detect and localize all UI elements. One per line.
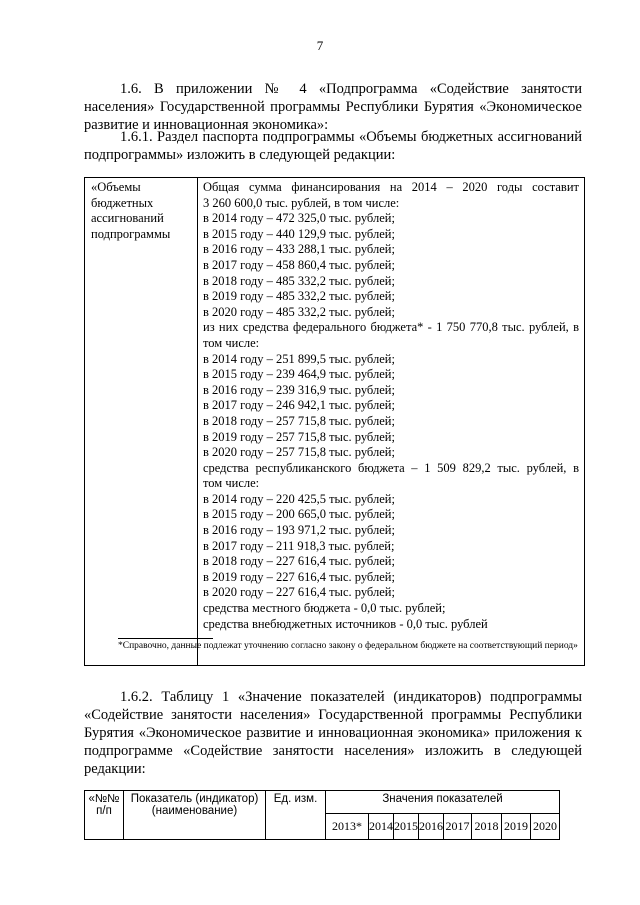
republic-year-line: в 2017 году – 211 918,3 тыс. рублей; xyxy=(203,538,395,553)
federal-year-line: в 2017 году – 246 942,1 тыс. рублей; xyxy=(203,398,395,413)
col-header-values: Значения показателей xyxy=(326,791,560,814)
republic-funding-line: том числе: xyxy=(203,476,260,491)
federal-year-line: в 2014 году – 251 899,5 тыс. рублей; xyxy=(203,351,395,366)
local-budget-line: средства местного бюджета - 0,0 тыс. рублей; xyxy=(203,601,446,616)
republic-year-line: в 2016 году – 193 971,2 тыс. рублей; xyxy=(203,523,395,538)
republic-year-line: в 2018 году – 227 616,4 тыс. рублей; xyxy=(203,554,395,569)
republic-funding-line: средства республиканского бюджета – 1 509 829,2 тыс. рублей, в xyxy=(203,460,579,475)
passport-label-line: «Объемы xyxy=(91,180,141,194)
col-header-number: «№№ п/п xyxy=(85,791,124,840)
federal-year-line: в 2019 году – 257 715,8 тыс. рублей; xyxy=(203,429,395,444)
year-header: 2015 xyxy=(394,814,419,840)
passport-value-cell xyxy=(199,178,584,632)
section-1-6-1-paragraph xyxy=(84,128,582,164)
passport-footnote: *Справочно, данные подлежат уточнению согласно закону о федеральном бюджете на соответствующий период» xyxy=(118,641,578,651)
total-year-line: в 2014 году – 472 325,0 тыс. рублей; xyxy=(203,211,395,226)
passport-label-line: бюджетных xyxy=(91,195,154,210)
section-1-6-paragraph xyxy=(84,80,582,134)
year-header: 2020 xyxy=(531,814,560,840)
passport-label-line: ассигнований xyxy=(91,211,164,226)
year-header: 2013* xyxy=(326,814,369,840)
year-header: 2019 xyxy=(502,814,531,840)
total-year-line: в 2018 году – 485 332,2 тыс. рублей; xyxy=(203,273,395,288)
year-header: 2017 xyxy=(444,814,472,840)
year-header: 2016 xyxy=(419,814,444,840)
federal-year-line: в 2020 году – 257 715,8 тыс. рублей; xyxy=(203,445,395,460)
section-1-6-2-paragraph xyxy=(84,688,582,778)
section-1-6-text: 1.6. В приложении № 4 «Подпрограмма «Содействие занятости населения» Государственной программы Республики Бурятия «Экономическое развитие и инновационная экономика»: xyxy=(84,81,582,133)
total-year-line: в 2020 году – 485 332,2 тыс. рублей; xyxy=(203,304,395,319)
indicators-table xyxy=(84,790,560,840)
passport-table xyxy=(84,177,585,666)
passport-label-cell xyxy=(85,178,198,665)
extra-budget-line: средства внебюджетных источников - 0,0 тыс. рублей xyxy=(203,616,488,631)
section-1-6-1-text: 1.6.1. Раздел паспорта подпрограммы «Объемы бюджетных ассигнований подпрограммы» изложить в следующей редакции: xyxy=(84,129,582,163)
total-year-line: в 2019 году – 485 332,2 тыс. рублей; xyxy=(203,289,395,304)
col-header-unit: Ед. изм. xyxy=(266,791,326,840)
federal-year-line: в 2016 году – 239 316,9 тыс. рублей; xyxy=(203,382,395,397)
col-header-indicator: Показатель (индикатор) (наименование) xyxy=(124,791,266,840)
passport-label-line: подпрограммы xyxy=(91,226,171,241)
republic-year-line: в 2015 году – 200 665,0 тыс. рублей; xyxy=(203,507,395,522)
year-header: 2014 xyxy=(369,814,394,840)
total-year-line: в 2017 году – 458 860,4 тыс. рублей; xyxy=(203,257,395,272)
republic-year-line: в 2020 году – 227 616,4 тыс. рублей; xyxy=(203,585,395,600)
section-1-6-2-text: 1.6.2. Таблицу 1 «Значение показателей (индикаторов) подпрограммы «Содействие занятости населения» Государственной программы Республики Бурятия «Экономическое развитие и инновационная экономика» приложения к подпрограмме «Содействие занятости населения» изложить в следующей редакции: xyxy=(84,689,582,777)
page-number: 7 xyxy=(316,38,324,53)
federal-year-line: в 2018 году – 257 715,8 тыс. рублей; xyxy=(203,413,395,428)
republic-year-line: в 2019 году – 227 616,4 тыс. рублей; xyxy=(203,569,395,584)
footnote-divider xyxy=(118,638,213,639)
total-year-line: в 2015 году – 440 129,9 тыс. рублей; xyxy=(203,226,395,241)
total-funding-line: 3 260 600,0 тыс. рублей, в том числе: xyxy=(203,195,400,210)
total-year-line: в 2016 году – 433 288,1 тыс. рублей; xyxy=(203,242,395,257)
federal-year-line: в 2015 году – 239 464,9 тыс. рублей; xyxy=(203,367,395,382)
total-funding-line: Общая сумма финансирования на 2014 – 2020 годы составит xyxy=(203,180,579,194)
year-header: 2018 xyxy=(472,814,502,840)
federal-funding-line: из них средства федерального бюджета* - 1 750 770,8 тыс. рублей, в xyxy=(203,320,579,335)
federal-funding-line: том числе: xyxy=(203,335,260,350)
republic-year-line: в 2014 году – 220 425,5 тыс. рублей; xyxy=(203,491,395,506)
